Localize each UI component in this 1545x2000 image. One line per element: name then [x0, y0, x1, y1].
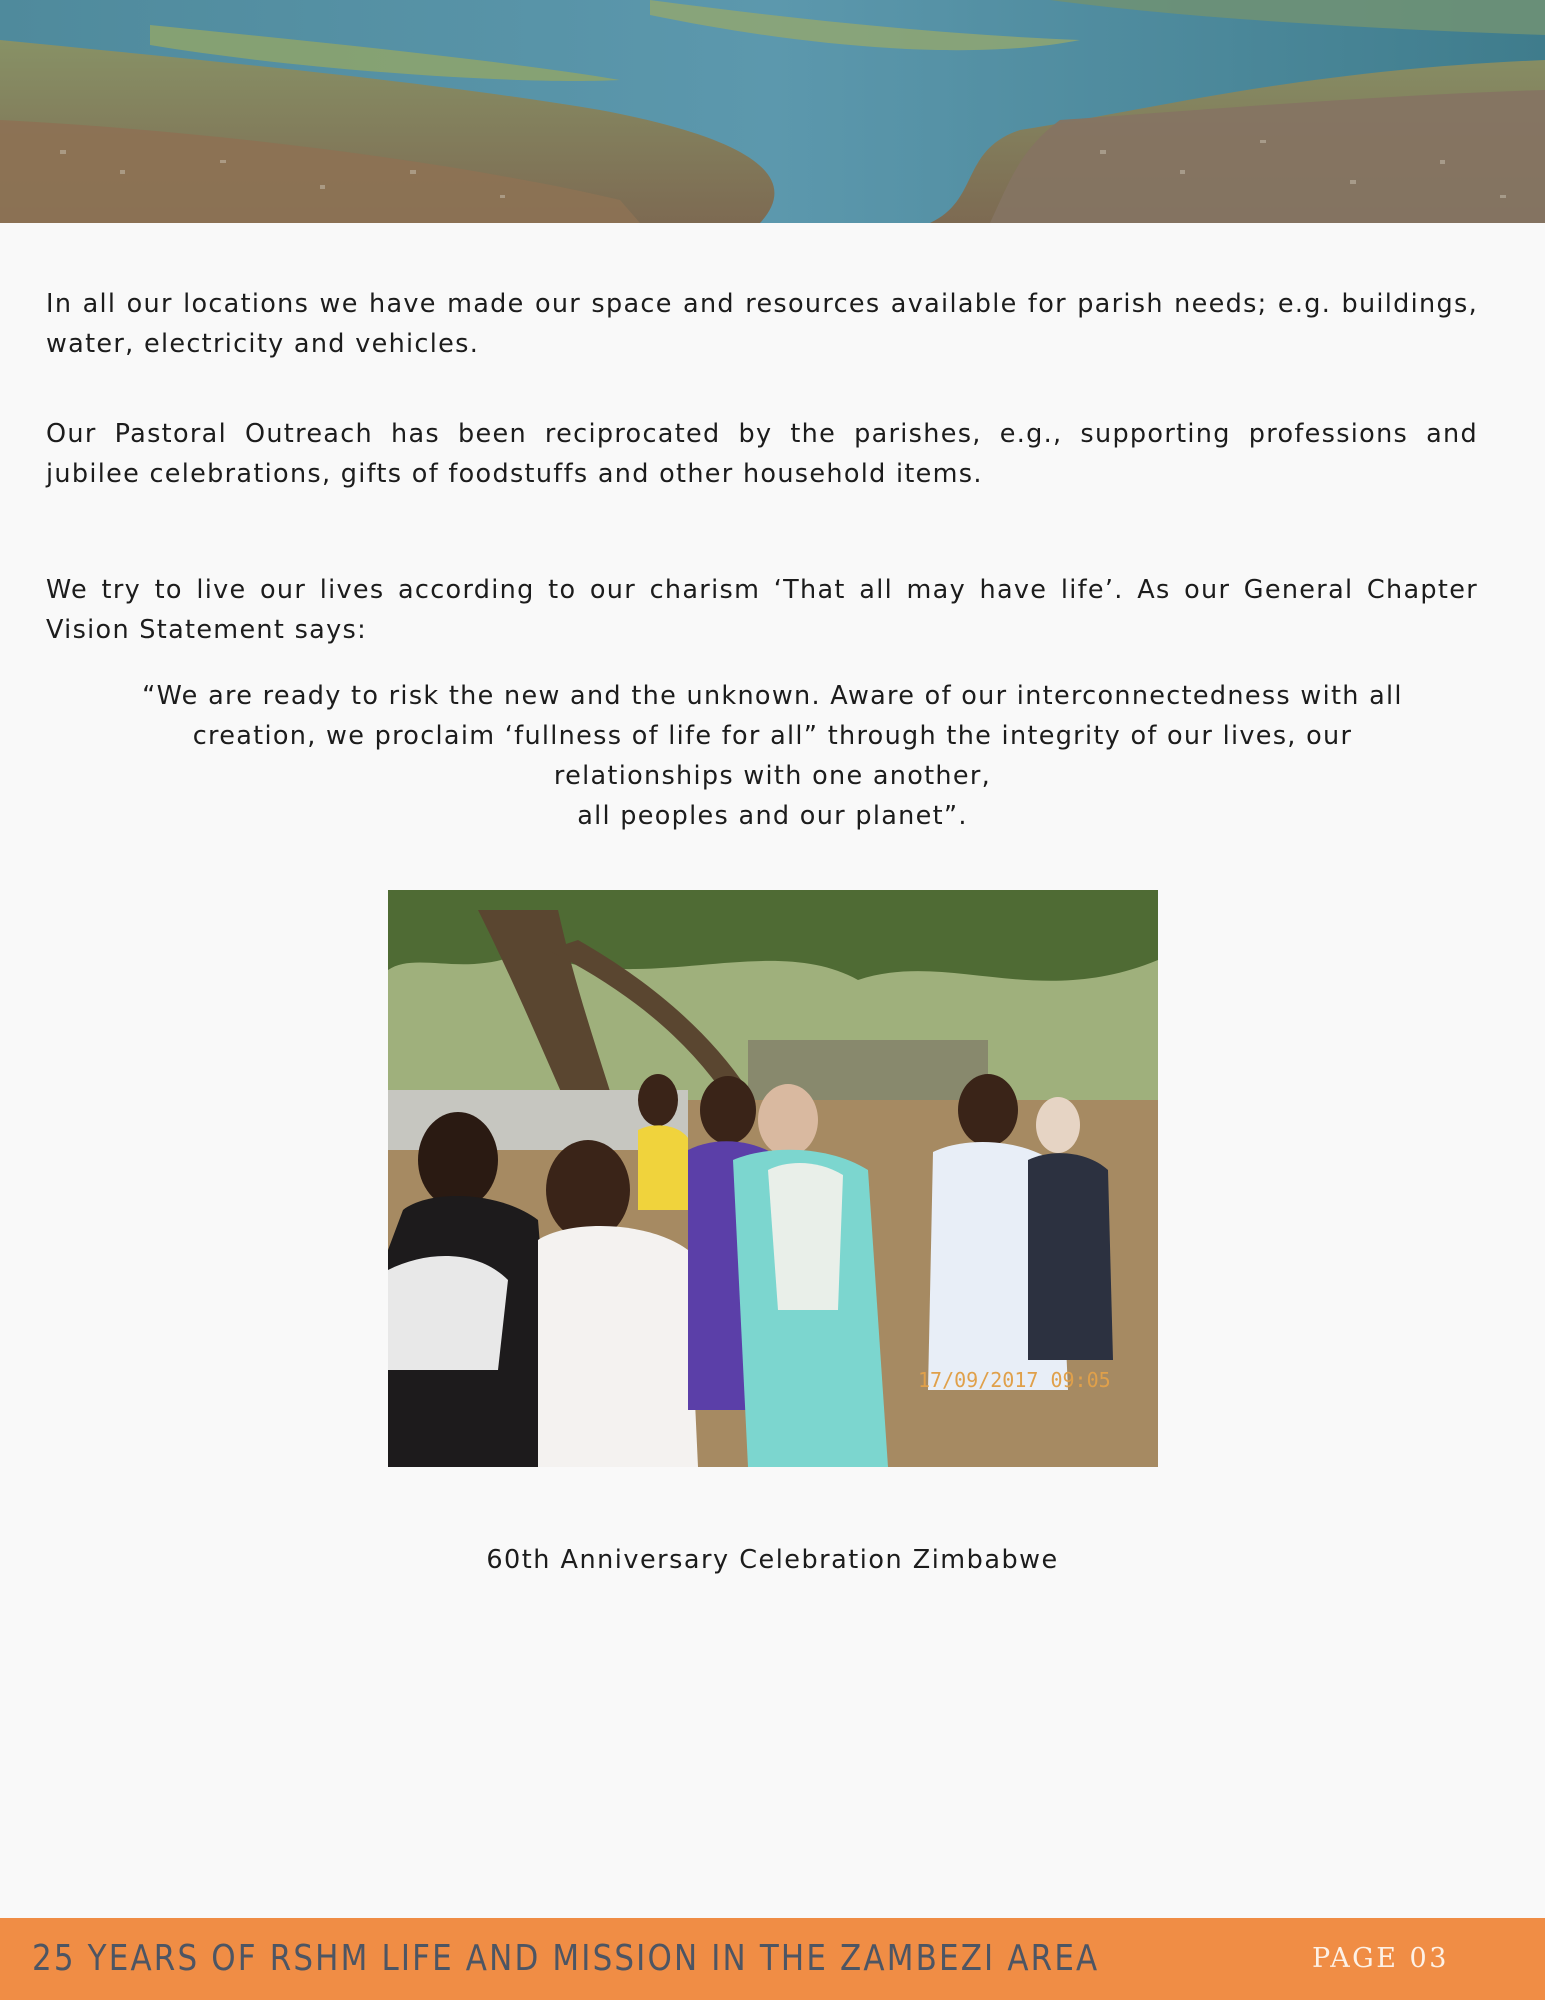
footer-title: 25 YEARS OF RSHM LIFE AND MISSION IN THE ZAMBEZI AREA — [32, 1938, 1100, 1979]
photo-date-stamp: 17/09/2017 09:05 — [918, 1368, 1111, 1392]
page-number: PAGE 03 — [1312, 1943, 1449, 1974]
paragraph-parish-resources: In all our locations we have made our space and resources available for parish needs; e.g. buildings, water, electricity and vehicles. — [46, 289, 1478, 359]
photo-caption: 60th Anniversary Celebration Zimbabwe — [486, 1545, 1059, 1575]
quote-line: relationships with one another, — [553, 761, 992, 791]
quote-line: “We are ready to risk the new and the unknown. Aware of our interconnectedness with all — [142, 681, 1403, 711]
quote-line: all peoples and our planet”. — [577, 801, 968, 831]
paragraph-pastoral-outreach: Our Pastoral Outreach has been reciprocated by the parishes, e.g., supporting professions and jubilee celebrations, gifts of foodstuffs and other household items. — [46, 419, 1478, 489]
aerial-river-photo — [0, 0, 1545, 223]
aerial-river-illustration — [0, 0, 1545, 223]
vision-statement-quote — [110, 676, 1435, 836]
footer-band — [0, 1918, 1545, 2000]
celebration-photo — [388, 890, 1158, 1467]
celebration-illustration — [388, 890, 1158, 1467]
paragraph-charism: We try to live our lives according to our charism ‘That all may have life’. As our General Chapter Vision Statement says: — [46, 575, 1478, 645]
quote-line: creation, we proclaim ‘fullness of life for all” through the integrity of our lives, our — [192, 721, 1353, 751]
